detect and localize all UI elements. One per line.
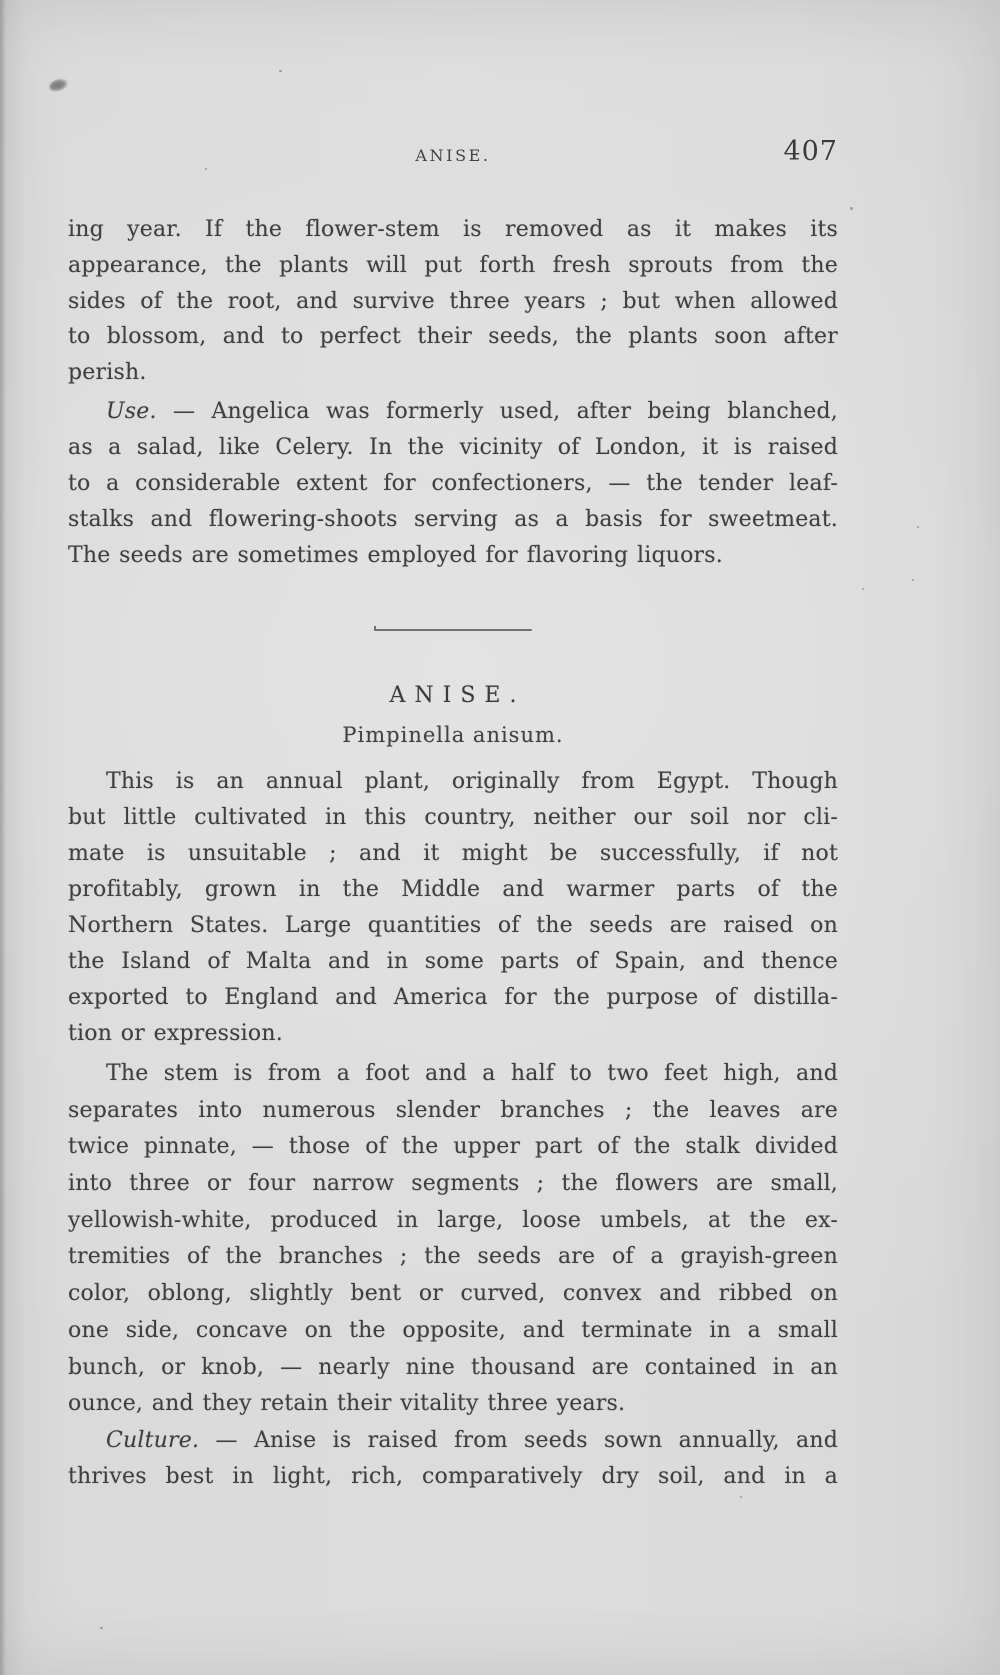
text-line: bunch, or knob, — nearly nine thousand are contained in an <box>68 1354 838 1380</box>
text-line: to a considerable extent for confectioners, — the tender leaf- <box>68 471 838 496</box>
scan-speck-artifact <box>279 70 282 72</box>
text-line: separates into numerous slender branches ; the leaves are <box>68 1097 838 1123</box>
text-line: The stem is from a foot and a half to two feet high, and <box>106 1061 838 1086</box>
text-line: thrives best in light, rich, comparatively dry soil, and in a <box>68 1464 838 1489</box>
page-number: 407 <box>783 136 838 167</box>
text-line: one side, concave on the opposite, and terminate in a small <box>68 1317 838 1343</box>
scan-speck-artifact <box>740 1496 742 1498</box>
ink-smudge-artifact <box>48 77 69 93</box>
scan-speck-artifact <box>912 579 914 581</box>
text-line: The seeds are sometimes employed for flavoring liquors. <box>68 543 723 568</box>
scan-speck-artifact <box>850 207 853 210</box>
paragraph-intro <box>68 764 838 1052</box>
text-line: as a salad, like Celery. In the vicinity of London, it is raised <box>68 435 838 460</box>
text-line: Use. — Angelica was formerly used, after being blanched, <box>106 399 838 424</box>
section-subheading: Pimpinella anisum. <box>342 723 564 747</box>
text-line: but little cultivated in this country, neither our soil nor cli- <box>68 805 838 830</box>
text-line: twice pinnate, — those of the upper part of the stalk divided <box>68 1134 838 1160</box>
text-line: This is an annual plant, originally from Egypt. Though <box>106 769 838 794</box>
text-line: Culture. — Anise is raised from seeds sown annually, and <box>106 1428 838 1453</box>
text-line: yellowish-white, produced in large, loose umbels, at the ex- <box>68 1207 838 1233</box>
italic-lead-word: Culture. <box>106 1428 200 1453</box>
text-line: color, oblong, slightly bent or curved, convex and ribbed on <box>68 1281 838 1307</box>
italic-lead-word: Use. <box>106 399 157 424</box>
text-line: mate is unsuitable ; and it might be successfully, if not <box>68 841 838 866</box>
text-line: stalks and flowering-shoots serving as a basis for sweetmeat. <box>68 507 838 532</box>
paragraph-continuation <box>68 212 838 391</box>
running-title: ANISE. <box>415 146 491 165</box>
section-heading: ANISE. <box>389 683 526 708</box>
text-line: sides of the root, and survive three years ; but when allowed <box>68 288 838 314</box>
text-line: perish. <box>68 360 147 386</box>
text-line: ing year. If the flower-stem is removed as it makes its <box>68 217 838 242</box>
text-line: exported to England and America for the purpose of distilla- <box>68 985 838 1010</box>
paragraph-description <box>68 1056 838 1423</box>
section-divider-rule <box>374 629 532 631</box>
text-line: into three or four narrow segments ; the flowers are small, <box>68 1171 838 1197</box>
scan-speck-artifact <box>205 168 207 170</box>
text-line: Northern States. Large quantities of the seeds are raised on <box>68 913 838 938</box>
paragraph-use <box>68 394 838 574</box>
paragraph-culture <box>68 1423 838 1495</box>
text-line: ounce, and they retain their vitality three years. <box>68 1391 626 1417</box>
text-line: tremities of the branches ; the seeds are of a grayish-green <box>68 1244 838 1270</box>
text-line: profitably, grown in the Middle and warmer parts of the <box>68 877 838 902</box>
text-line: tion or expression. <box>68 1021 283 1046</box>
scan-speck-artifact <box>917 526 919 528</box>
text-line: the Island of Malta and in some parts of Spain, and thence <box>68 949 838 974</box>
text-line: appearance, the plants will put forth fresh sprouts from the <box>68 252 838 278</box>
text-line: to blossom, and to perfect their seeds, the plants soon after <box>68 324 838 350</box>
scan-speck-artifact <box>862 588 864 590</box>
scan-speck-artifact <box>100 1627 103 1629</box>
